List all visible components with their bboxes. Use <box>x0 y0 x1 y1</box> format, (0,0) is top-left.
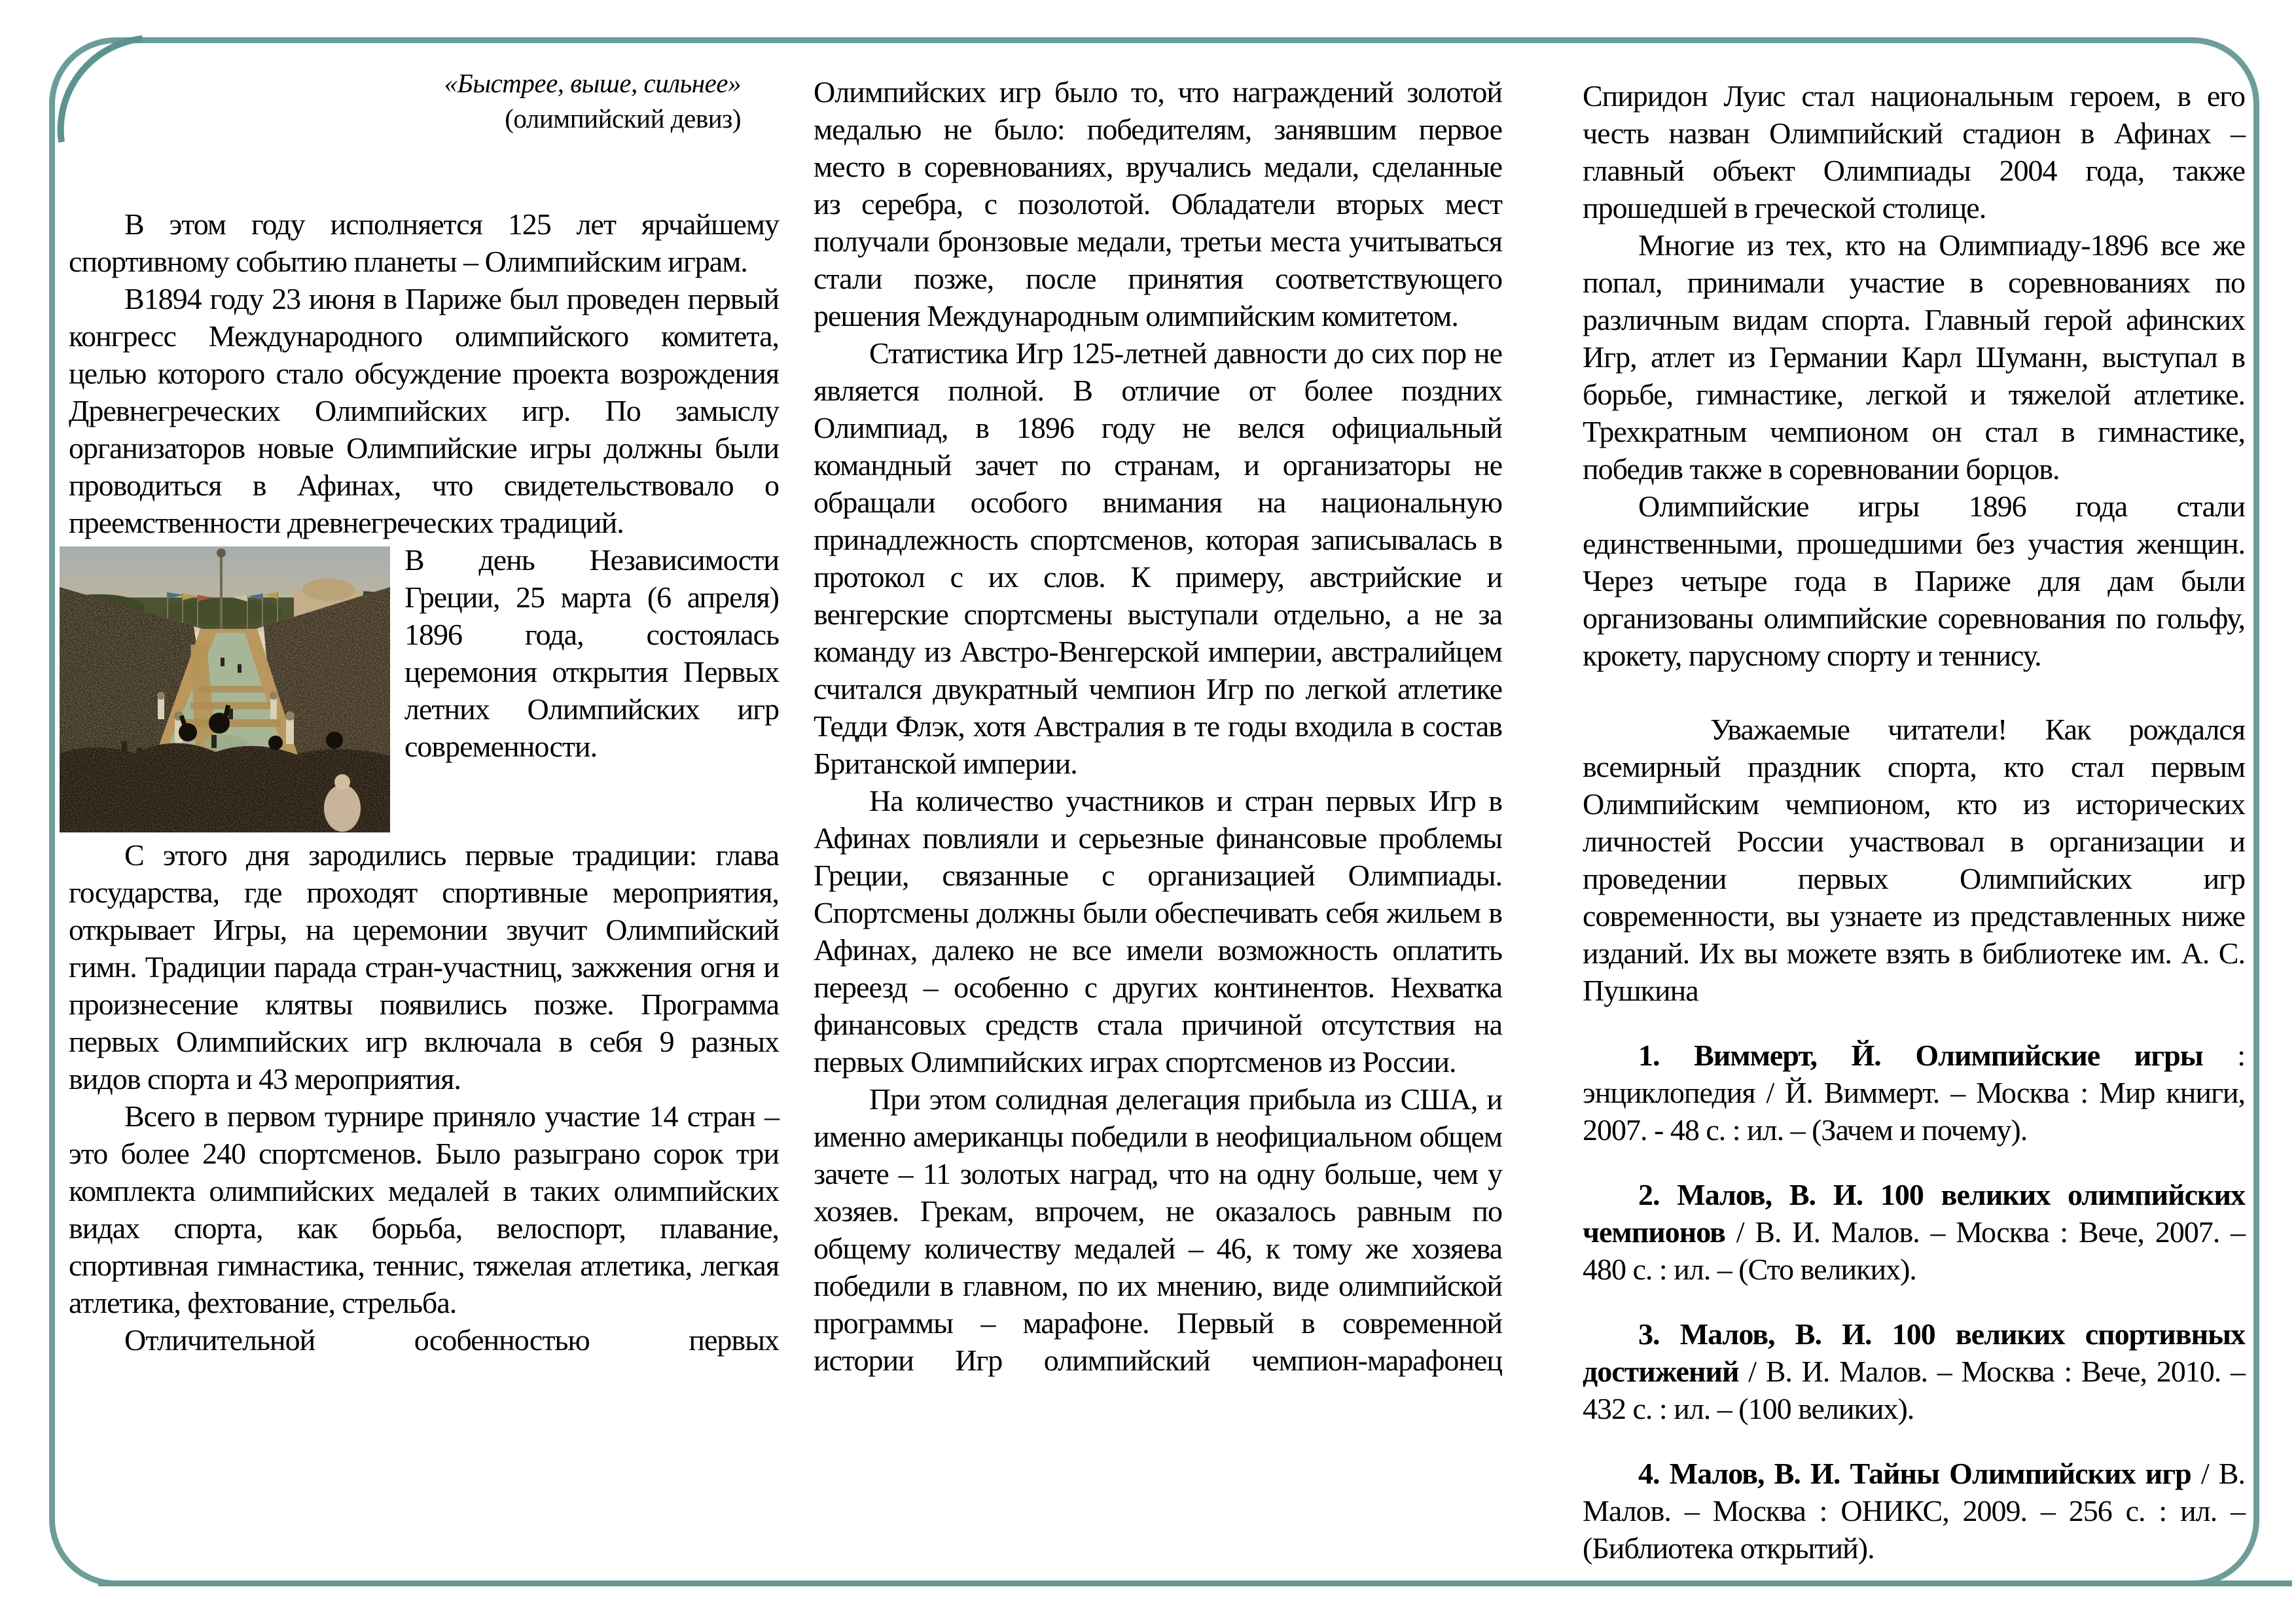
bibliography-entry-4 <box>1583 1455 2245 1567</box>
paragraph-intro: В этом году исполняется 125 лет ярчайшему спортивному событию планеты – Олимпийским играм. <box>69 207 779 278</box>
column-2 <box>814 73 1502 1379</box>
bibliography-entry-3 <box>1583 1315 2245 1427</box>
bib-1-author-title: 1. Виммерт, Й. Олимпийские игры <box>1638 1039 2203 1072</box>
bib-3-details: / В. И. Малов. – Москва : Вече, 2010. – 432 с. : ил. – (100 великих). <box>1583 1355 2245 1425</box>
bib-2-details: / В. И. Малов. – Москва : Вече, 2007. – 480 с. : ил. – (Сто великих). <box>1583 1215 2245 1286</box>
epigraph-attribution: (олимпийский девиз) <box>505 103 741 134</box>
bib-2-author-title: 2. Малов, В. И. 100 великих олимпийских чемпионов <box>1583 1178 2245 1249</box>
paragraph-traditions: С этого дня зародились первые традиции: глава государства, где проходят спортивные мероприятия, открывает Игры, на церемонии звучит Олимпийский гимн. Традиции парада стран-участниц, зажжения огня и произнесение клятвы появились позже. Программа первых Олимпийских игр включала в себя 9 разных видов спорта и 43 мероприятия. <box>69 838 779 1096</box>
epigraph <box>69 65 779 136</box>
column-1 <box>69 65 779 1359</box>
bib-3-author-title: 3. Малов, В. И. 100 великих спортивных достижений <box>1583 1317 2245 1388</box>
paragraph-karl-schumann: Многие из тех, кто на Олимпиаду-1896 все же попал, принимали участие в соревнованиях по различным видам спорта. Главный герой афинских Игр, атлет из Германии Карл Шуманн, выступал в борьбе, гимнастике, легкой и тяжелой атлетике. Трехкратным чемпионом он стал в гимнастике, победив также в соревновании борцов. <box>1583 228 2245 486</box>
paragraph-no-women: Олимпийские игры 1896 года стали единственными, прошедшими без участия женщин. Через четыре года в Париже для дам были организованы олимпийские соревнования по гольфу, крокету, парусному спорту и теннису. <box>1583 490 2245 672</box>
paragraph-spyridon-louis: Спиридон Луис стал национальным героем, в его честь назван Олимпийский стадион в Афинах – главный объект Олимпиады 2004 года, также прошедшей в греческой столице. <box>1583 79 2245 224</box>
paragraph-readers-address: Уважаемые читатели! Как рождался всемирный праздник спорта, кто стал первым Олимпийским чемпионом, кто из исторических личностей России участвовал в организации и проведении первых Олимпийских игр современности, вы узнаете из представленных ниже изданий. Их вы можете взять в библиотеке им. А. С. Пушкина <box>1583 713 2245 1007</box>
bibliography-entry-1 <box>1583 1037 2245 1149</box>
stadium-photo <box>60 546 390 832</box>
stadium-painting-graphic <box>60 546 390 832</box>
epigraph-quote: «Быстрее, выше, сильнее» <box>444 68 741 98</box>
bib-4-author-title: 4. Малов, В. И. Тайны Олимпийских игр <box>1638 1457 2191 1490</box>
paragraph-medals: Олимпийских игр было то, что награждений золотой медалью не было: победителям, занявшим первое место в соревнованиях, вручались медали, сделанные из серебра, с позолотой. Обладатели вторых мест получали бронзовые медали, третьи места учитываться стали позже, после принятия соответствующего решения Международным олимпийским комитетом. <box>814 75 1502 332</box>
paragraph-congress-1894: В1894 году 23 июня в Париже был проведен первый конгресс Международного олимпийского комитета, целью которого стало обсуждение проекта возрождения Древнегреческих Олимпийских игр. По замыслу организаторов новые Олимпийские игры должны были проводиться в Афинах, что свидетельствовало о преемственности древнегреческих традиций. <box>69 282 779 539</box>
paragraph-finances: На количество участников и стран первых Игр в Афинах повлияли и серьезные финансовые проблемы Греции, связанные с организацией Олимпиады. Спортсмены должны были обеспечивать себя жильем в Афинах, далеко не все имели возможность оплатить переезд – особенно с других континентов. Нехватка финансовых средств стала причиной отсутствия на первых Олимпийских играх спортсменов из России. <box>814 784 1502 1079</box>
bib-1-details: : энциклопедия / Й. Виммерт. – Москва : Мир книги, 2007. - 48 с. : ил. – (Зачем и почему). <box>1583 1039 2245 1147</box>
column-3 <box>1583 77 2245 1567</box>
paragraph-usa-delegation: При этом солидная делегация прибыла из США, и именно американцы победили в неофициальном общем зачете – 11 золотых наград, что на одну больше, чем у хозяев. Грекам, впрочем, не оказалось равным по общему количеству медалей – 46, к тому же хозяева победили в главном, по их мнению, виде олимпийской программы – марафоне. Первый в современной истории Игр олимпийский чемпион-марафонец <box>814 1082 1502 1377</box>
paragraph-distinctive-lead: Отличительной особенностью первых <box>124 1323 779 1357</box>
paragraph-first-tournament: Всего в первом турнире приняло участие 14 стран – это более 240 спортсменов. Было разыграно сорок три комплекта олимпийских медалей в таких олимпийских видах спорта, как борьба, велоспорт, плавание, спортивная гимнастика, теннис, тяжелая атлетика, легкая атлетика, фехтование, стрельба. <box>69 1099 779 1319</box>
bib-4-details: / В. Малов. – Москва : ОНИКС, 2009. – 256 с. : ил. – (Библиотека открытий). <box>1583 1457 2245 1565</box>
bibliography-entry-2 <box>1583 1176 2245 1288</box>
paragraph-opening-day-wrap: В день Независимости Греции, 25 марта (6 апреля) 1896 года, состоялась церемония открытия Первых летних Олимпийских игр современности. <box>404 543 779 763</box>
bottom-rule <box>98 1580 2292 1586</box>
paragraph-statistics: Статистика Игр 125-летней давности до сих пор не является полной. В отличие от более поздних Олимпиад, в 1896 году не велся официальный командный зачет по странам, и организаторы не обращали особого внимания на национальную принадлежность спортсменов, которая записывалась в протокол с их слов. К примеру, австрийские и венгерские спортсмены выступали отдельно, а не за команду из Австро-Венгерской империи, австралийцем считался двукратный чемпион Игр по легкой атлетике Тедди Флэк, хотя Австралия в те годы входила в состав Британской империи. <box>814 336 1502 780</box>
